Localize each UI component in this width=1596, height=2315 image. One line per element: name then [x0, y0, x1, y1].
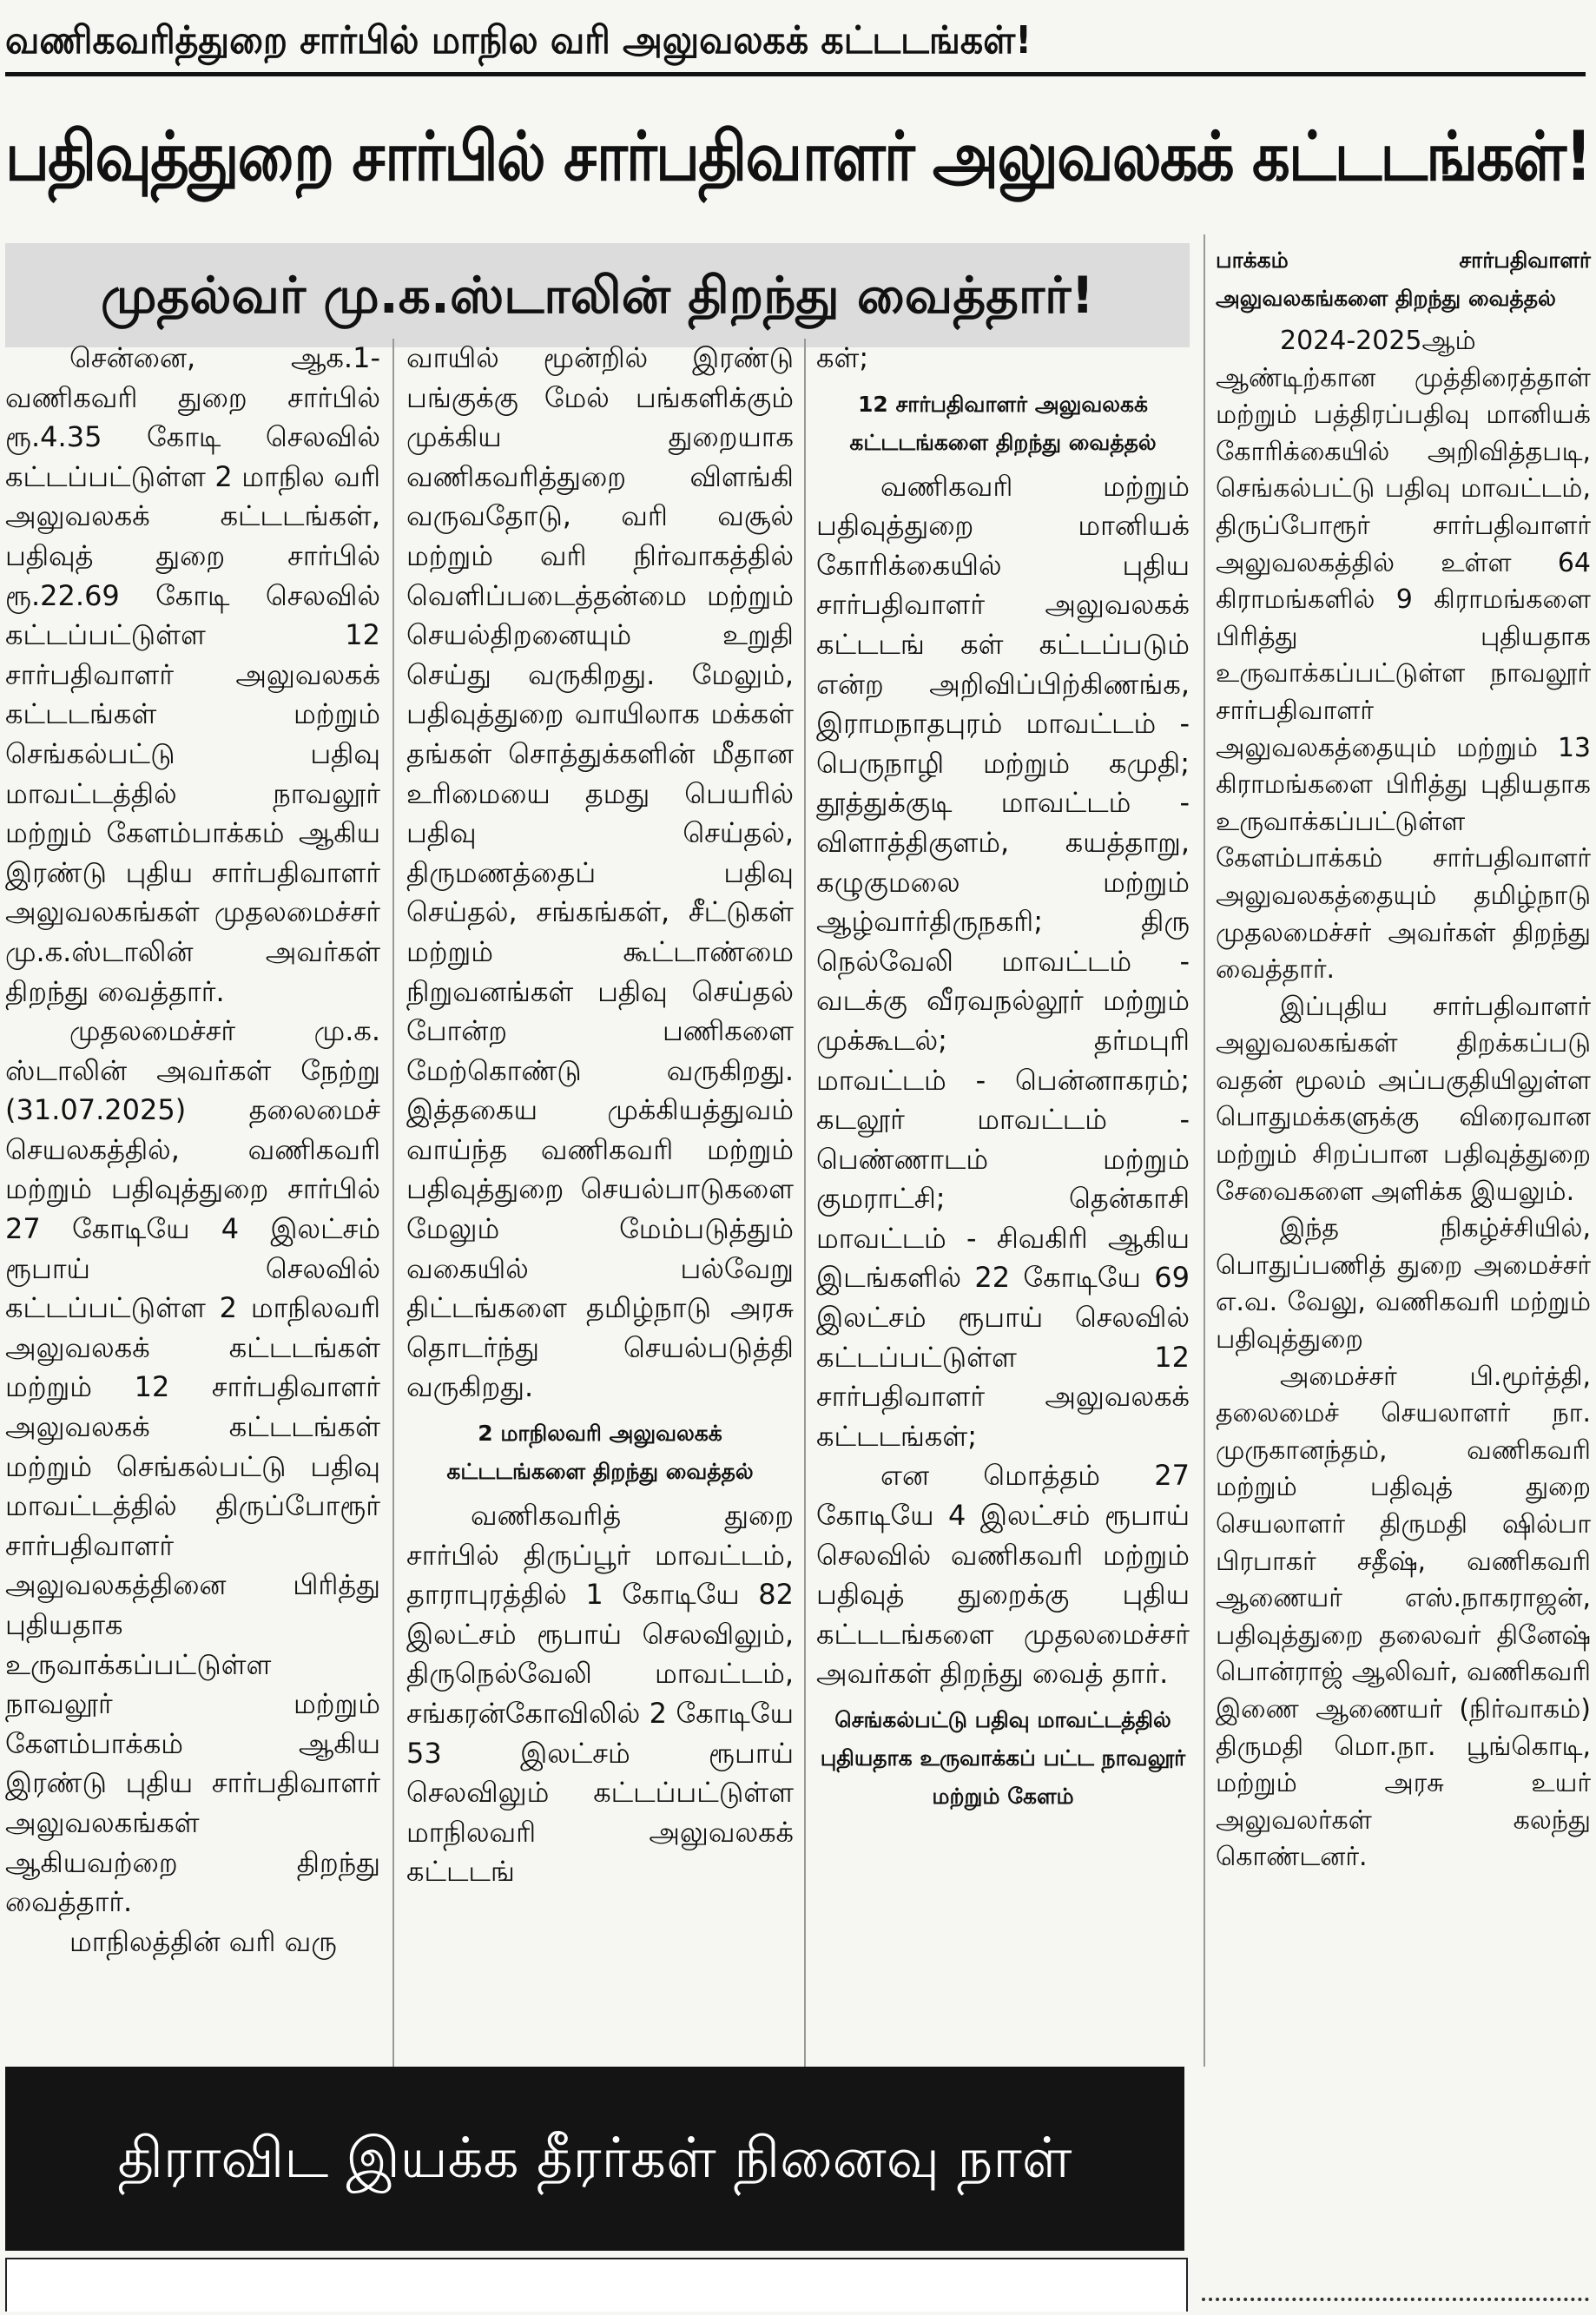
article-column-4 [1216, 234, 1591, 1876]
column-divider [804, 339, 806, 2067]
paragraph: 2024-2025ஆம் ஆண்டிற்கான முத்திரைத்தாள் மற்றும் பத்திரப்பதிவு மானியக் கோரிக்கையில் அறிவித்தபடி, செங்கல்பட்டு பதிவு மாவட்டம், திருப்போரூர் சார்பதிவாளர் அலுவலகத்தில் உள்ள 64 கிராமங்களில் 9 கிராமங்களை பிரித்து புதியதாக உருவாக்கப்பட்டுள்ள நாவலூர் சார்பதிவாளர் அலுவலகத்தையும் மற்றும் 13 கிராமங்களை பிரித்து புதியதாக உருவாக்கப்பட்டுள்ள கேளம்பாக்கம் சார்பதிவாளர் அலுவலகத்தையும் தமிழ்நாடு முதலமைச்சர் அவர்கள் திறந்து வைத்தார். [1216, 326, 1591, 986]
subhead: முதல்வர் மு.க.ஸ்டாலின் திறந்து வைத்தார்! [101, 266, 1094, 325]
kicker-underline [5, 72, 1586, 76]
section-heading: செங்கல்பட்டு பதிவு மாவட்டத்தில் புதியதாக உருவாக்கப் பட்ட நாவலூர் மற்றும் கேளம் [820, 1707, 1186, 1809]
paragraph: வணிகவரி மற்றும் பதிவுத்துறை மானியக் கோரிக்கையில் புதிய சார்பதிவாளர் அலுவலகக் கட்டடங் கள் கட்டப்படும் என்ற அறிவிப்பிற்கிணங்க, இராமநாதபுரம் மாவட்டம் - பெருநாழி மற்றும் கமுதி; தூத்துக்குடி மாவட்டம் - விளாத்திகுளம், கயத்தாறு, கழுகுமலை மற்றும் ஆழ்வார்திருநகரி; திரு நெல்வேலி மாவட்டம் - வடக்கு வீரவநல்லூர் மற்றும் முக்கூடல்; தர்மபுரி மாவட்டம் - பென்னாகரம்; கடலூர் மாவட்டம் - பெண்ணாடம் மற்றும் குமராட்சி; தென்காசி மாவட்டம் - சிவகிரி ஆகிய இடங்களில் 22 கோடியே 69 இலட்சம் ரூபாய் செலவில் கட்டப்பட்டுள்ள 12 சார்பதிவாளர் அலுவலகக் கட்டடங்கள்; [816, 469, 1190, 1453]
kicker [5, 7, 1586, 76]
paragraph: வாயில் மூன்றில் இரண்டு பங்குக்கு மேல் பங்களிக்கும் முக்கிய துறையாக வணிகவரித்துறை விளங்கி வருவதோடு, வரி வசூல் மற்றும் வரி நிர்வாகத்தில் வெளிப்படைத்தன்மை மற்றும் செயல்திறனையும் உறுதி செய்து வருகிறது. மேலும், பதிவுத்துறை வாயிலாக மக்கள் தங்கள் சொத்துக்களின் மீதான உரிமையை தமது பெயரில் பதிவு செய்தல், திருமணத்தைப் பதிவு செய்தல், சங்கங்கள், சீட்டுகள் மற்றும் கூட்டாண்மை நிறுவனங்கள் பதிவு செய்தல் போன்ற பணிகளை மேற்கொண்டு வருகிறது. இத்தகைய முக்கியத்துவம் வாய்ந்த வணிகவரி மற்றும் பதிவுத்துறை செயல்பாடுகளை மேலும் மேம்படுத்தும் வகையில் பல்வேறு திட்டங்களை தமிழ்நாடு அரசு தொடர்ந்து செயல்படுத்தி வருகிறது. [406, 341, 794, 1404]
headline: பதிவுத்துறை சார்பில் சார்பதிவாளர் அலுவலகக் கட்டடங்கள்! [5, 118, 1591, 196]
paragraph: வணிகவரித் துறை சார்பில் திருப்பூர் மாவட்டம், தாராபுரத்தில் 1 கோடியே 82 இலட்சம் ரூபாய் செலவிலும், திருநெல்வேலி மாவட்டம், சங்கரன்கோவிலில் 2 கோடியே 53 இலட்சம் ரூபாய் செலவிலும் கட்டப்பட்டுள்ள மாநிலவரி அலுவலகக் கட்டடங் [406, 1499, 794, 1889]
paragraph: என மொத்தம் 27 கோடியே 4 இலட்சம் ரூபாய் செலவில் வணிகவரி மற்றும் பதிவுத் துறைக்கு புதிய கட்டடங்களை முதலமைச்சர் அவர்கள் திறந்து வைத் தார். [816, 1459, 1190, 1691]
paragraph: இந்த நிகழ்ச்சியில், பொதுப்பணித் துறை அமைச்சர் எ.வ. வேலு, வணிகவரி மற்றும் பதிவுத்துறை [1216, 1213, 1591, 1355]
paragraph: மாநிலத்தின் வரி வரு [69, 1924, 337, 1958]
dotted-separator [1202, 2298, 1589, 2301]
section-heading: 2 மாநிலவரி அலுவலகக் கட்டடங்களை திறந்து வைத்தல் [446, 1421, 754, 1485]
column-divider [1204, 234, 1205, 2067]
article-column-3 [816, 339, 1190, 1821]
paragraph: சென்னை, ஆக.1- வணிகவரி துறை சார்பில் ரூ.4.35 கோடி செலவில் கட்டப்பட்டுள்ள 2 மாநில வரி அலுவலகக் கட்டடங்கள், பதிவுத் துறை சார்பில் ரூ.22.69 கோடி செலவில் கட்டப்பட்டுள்ள 12 சார்பதிவாளர் அலுவலகக் கட்டடங்கள் மற்றும் செங்கல்பட்டு பதிவு மாவட்டத்தில் நாவலூர் மற்றும் கேளம்பாக்கம் ஆகிய இரண்டு புதிய சார்பதிவாளர் அலுவலகங்கள் முதலமைச்சர் மு.க.ஸ்டாலின் அவர்கள் திறந்து வைத்தார். [5, 341, 380, 1008]
kicker-text: வணிகவரித்துறை சார்பில் மாநில வரி அலுவலகக் கட்டடங்கள்! [5, 18, 1032, 63]
paragraph: இப்புதிய சார்பதிவாளர் அலுவலகங்கள் திறக்கப்படு வதன் மூலம் அப்பகுதியிலுள்ள பொதுமக்களுக்கு விரைவான மற்றும் சிறப்பான பதிவுத்துறை சேவைகளை அளிக்க இயலும். [1216, 991, 1591, 1207]
next-article-box [5, 2258, 1188, 2312]
banner-title: திராவிட இயக்க தீரர்கள் நினைவு நாள் [117, 2127, 1072, 2191]
section-heading: பாக்கம் சார்பதிவாளர் அலுவலகங்களை திறந்து வைத்தல் [1216, 247, 1591, 311]
column-divider [392, 339, 394, 2067]
article-column-1 [5, 339, 380, 1962]
paragraph: முதலமைச்சர் மு.க. ஸ்டாலின் அவர்கள் நேற்று (31.07.2025) தலைமைச் செயலகத்தில், வணிகவரி மற்றும் பதிவுத்துறை சார்பில் 27 கோடியே 4 இலட்சம் ரூபாய் செலவில் கட்டப்பட்டுள்ள 2 மாநிலவரி அலுவலகக் கட்டடங்கள் மற்றும் 12 சார்பதிவாளர் அலுவலகக் கட்டடங்கள் மற்றும் செங்கல்பட்டு பதிவு மாவட்டத்தில் திருப்போரூர் சார்பதிவாளர் அலுவலகத்தினை பிரித்து புதியதாக உருவாக்கப்பட்டுள்ள நாவலூர் மற்றும் கேளம்பாக்கம் ஆகிய இரண்டு புதிய சார்பதிவாளர் அலுவலகங்கள் ஆகியவற்றை திறந்து வைத்தார். [5, 1014, 380, 1919]
paragraph: கள்; [816, 341, 869, 374]
subhead-box [5, 243, 1190, 347]
paragraph: அமைச்சர் பி.மூர்த்தி, தலைமைச் செயலாளர் நா. முருகானந்தம், வணிகவரி மற்றும் பதிவுத் துறை செயலாளர் திருமதி ஷில்பா பிரபாகர் சதீஷ், வணிகவரி ஆணையர் எஸ்.நாகராஜன், பதிவுத்துறை தலைவர் தினேஷ் பொன்ராஜ் ஆலிவர், வணிகவரி இணை ஆணையர் (நிர்வாகம்) திருமதி மொ.நா. பூங்கொடி, மற்றும் அரசு உயர் அலுவலர்கள் கலந்து கொண்டனர். [1216, 1361, 1591, 1873]
section-heading: 12 சார்பதிவாளர் அலுவலகக் கட்டடங்களை திறந்து வைத்தல் [849, 391, 1157, 455]
article-column-2 [406, 339, 794, 1892]
bottom-banner [5, 2067, 1184, 2251]
